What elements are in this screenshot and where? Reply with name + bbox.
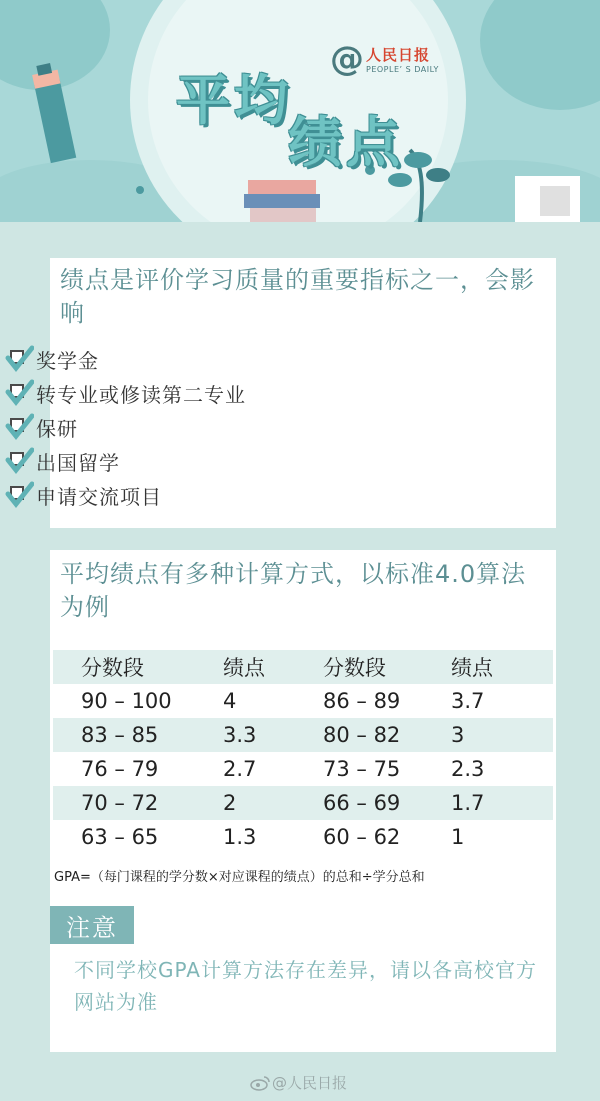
- table-cell: 3.3: [223, 723, 257, 747]
- table-header-cell: 分数段: [323, 656, 386, 680]
- calculation-card: [50, 550, 556, 1052]
- table-cell: 80 – 82: [323, 723, 401, 747]
- checkmark-icon: [8, 448, 30, 474]
- header-banner: [0, 0, 600, 222]
- logo-english-name: PEOPLE’ S DAILY: [366, 65, 439, 74]
- checklist-item: [8, 446, 120, 476]
- checklist-item-label: 出国留学: [36, 450, 120, 475]
- checkmark-icon: [8, 346, 30, 372]
- note-tag: 注意: [50, 906, 134, 944]
- checklist-item-label: 奖学金: [36, 348, 99, 373]
- table-cell: 3: [451, 723, 465, 747]
- table-cell: 70 – 72: [81, 791, 159, 815]
- table-cell: 73 – 75: [323, 757, 401, 781]
- page-title-line1: 平均: [176, 69, 292, 132]
- checklist-item: [8, 412, 78, 442]
- table-header-cell: 绩点: [223, 656, 265, 680]
- table-cell: 2.7: [223, 757, 257, 781]
- table-cell: 1: [451, 825, 465, 849]
- table-cell: 2.3: [451, 757, 485, 781]
- table-cell: 1.7: [451, 791, 485, 815]
- weibo-icon: [250, 1075, 270, 1091]
- table-row: [53, 684, 553, 718]
- watermark-text: @人民日报: [272, 1074, 348, 1092]
- checklist-item-label: 申请交流项目: [36, 484, 162, 509]
- checklist-item-label: 保研: [36, 416, 78, 441]
- grade-table: [53, 650, 553, 854]
- table-row: [53, 820, 553, 854]
- checklist-item: [8, 344, 99, 374]
- weibo-watermark: [250, 1072, 347, 1093]
- table-cell: 83 – 85: [81, 723, 159, 747]
- table-cell: 86 – 89: [323, 689, 401, 713]
- people-daily-logo: [330, 39, 439, 79]
- table-cell: 76 – 79: [81, 757, 159, 781]
- checkmark-icon: [8, 414, 30, 440]
- importance-intro-text: 绩点是评价学习质量的重要指标之一，会影响: [60, 266, 535, 327]
- table-cell: 1.3: [223, 825, 257, 849]
- table-header-row: [53, 650, 553, 684]
- checkmark-icon: [8, 380, 30, 406]
- table-cell: 3.7: [451, 689, 485, 713]
- table-cell: 4: [223, 689, 237, 713]
- logo-chinese-name: 人民日报: [366, 46, 431, 64]
- table-row: [53, 786, 553, 820]
- page-title-line2: 绩点: [288, 111, 404, 174]
- table-cell: 90 – 100: [81, 689, 172, 713]
- table-cell: 63 – 65: [81, 825, 159, 849]
- checklist-item-label: 转专业或修读第二专业: [36, 382, 246, 407]
- note-text: 不同学校GPA计算方法存在差异，请以各高校官方网站为准: [74, 958, 537, 1014]
- table-cell: 60 – 62: [323, 825, 401, 849]
- logo-text: [366, 44, 439, 74]
- gpa-formula: GPA=（每门课程的学分数×对应课程的绩点）的总和÷学分总和: [54, 870, 425, 885]
- checklist-item: [8, 378, 246, 408]
- calculation-intro-text: 平均绩点有多种计算方式，以标准4.0算法为例: [60, 560, 527, 621]
- table-cell: 2: [223, 791, 237, 815]
- table-header-cell: 分数段: [81, 656, 144, 680]
- logo-at-symbol: @: [330, 39, 364, 79]
- table-row: [53, 752, 553, 786]
- table-row: [53, 718, 553, 752]
- table-header-cell: 绩点: [451, 656, 493, 680]
- checkmark-icon: [8, 482, 30, 508]
- checklist-item: [8, 480, 162, 510]
- table-cell: 66 – 69: [323, 791, 401, 815]
